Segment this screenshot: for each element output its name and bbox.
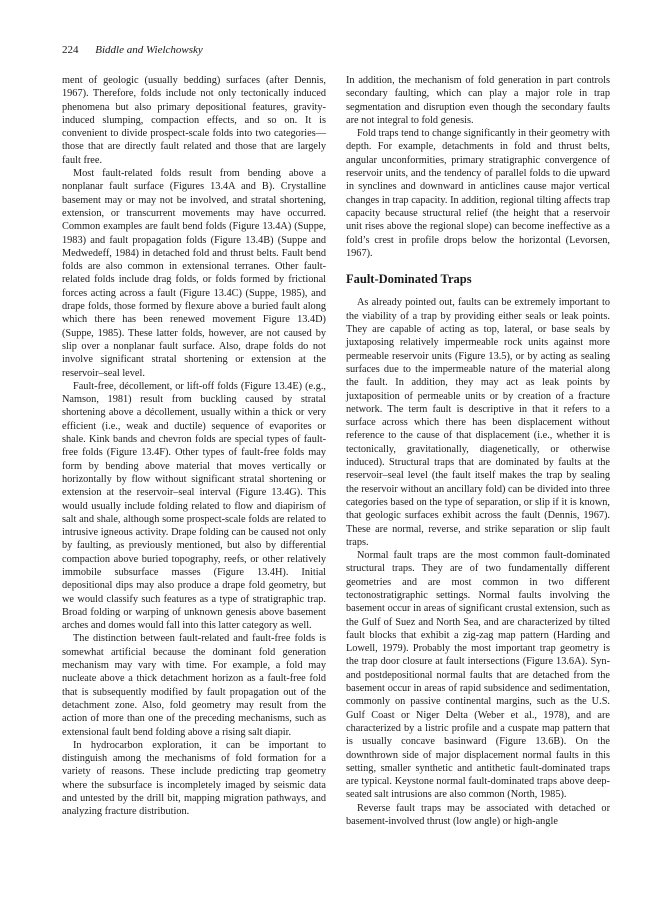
paragraph: Normal fault traps are the most common fault-dominated structural traps. They are of two fundamentally different geometries and are most common in two different tectonostratigraphic settings. Normal faults involving the basement occur in areas of significant crustal extension, such as the Gulf of Suez and North Sea, and are characterized by tilted fault blocks that exhibit a zig-zag map pattern (Harding and Lowell, 1979). Probably the most important trap geometry is the trap door closure at fault intersections (Figure 13.6A). Syn- and postdepositional normal faults that are detached from the basement occur in areas of rapid subsidence and sedimentation, commonly on passive continental margins, such as the U.S. Gulf Coast or Niger Delta (Weber et al., 1978), and are characterized by a listric profile and a cuspate map pattern that is usually concave basinward (Figure 13.6B). On the downthrown side of major displacement normal faults in this setting, smaller synthetic and antithetic fault-dominated traps are typical. Keystone normal fault-dominated traps above deep-seated salt intrusions are also common (North, 1985).	[346, 550, 610, 801]
section-heading: Fault-Dominated Traps	[346, 272, 472, 287]
paragraph: Reverse fault traps may be associated with detached or basement-involved thrust (low angle) or high-angle	[346, 802, 610, 828]
paragraph: Most fault-related folds result from bending above a nonplanar fault surface (Figures 13.4A and B). Crystalline basement may or may not be involved, and stratal shortening, extension, or transcurrent movements may have occurred. Common examples are fault bend folds (Figure 13.4A) (Suppe, 1983) and fault propagation folds (Figure 13.4B) (Suppe and Medwedeff, 1984) in detached fold and thrust belts. Fault bend folds are also common in extensional terranes. Other fault-related folds include drag folds, or folds formed by frictional forces acting across a fault (Figure 13.4C) (Suppe, 1985), and drape folds, those formed by flexure above a buried fault along which there has been renewed movement Figure 13.4D) (Suppe, 1985). These latter folds, however, are not caused by slip over a nonplanar fault surface. Also, drape folds do not involve significant stratal shortening or extension at the reservoir–seal level.	[62, 168, 326, 379]
paragraph: Fold traps tend to change significantly in their geometry with depth. For example, detachments in fold and thrust belts, angular unconformities, primary stratigraphic convergence of reservoir units, and the tendency of parallel folds to die upward in synclines and downward in anticlines cause major vertical changes in trap capacity. In addition, regional tilting affects trap capacity because structural relief (the height that a reservoir unit rises above the regional slope) can become ineffective as a fold’s crest in profile drops below the horizontal (Levorsen, 1967).	[346, 128, 610, 259]
paragraph: Fault-free, décollement, or lift-off folds (Figure 13.4E) (e.g., Namson, 1981) result from buckling caused by stratal shortening above a décollement, usually within a thick or very efficient (i.e., weak and ductile) sequence of evaporites or shale. Kink bands and chevron folds are special types of fault-free folds (Figure 13.4F). Other types of fault-free folds may form by bending above material that moves vertically or horizontally by flow without significant stratal shortening or extension at the reservoir–seal interval (Figure 13.4G). This would usually include folding related to flow and diapirism of salt and shale, although some prospect-scale folds are related to intrusive igneous activity. Drape folding can be caused not only by faulting, as previously mentioned, but also by differential compaction above buried topography, reefs, or other relatively immobile subsurface masses (Figure 13.4H). Initial depositional dips may also produce a drape fold geometry, but we would classify such features as a type of stratigraphic trap. Broad folding or warping of unknown genesis above basement arches and domes would fall into this latter category as well.	[62, 380, 326, 632]
paragraph: ment of geologic (usually bedding) surfaces (after Dennis, 1967). Therefore, folds include not only tectonically induced phenomena but also primary depositional features, gravity-induced slumping, compaction effects, and so on. It is convenient to divide prospect-scale folds into two categories—those that are directly fault related and those that are largely fault free.	[62, 75, 326, 166]
paragraph: As already pointed out, faults can be extremely important to the viability of a trap by providing either seals or leak points. They are capable of acting as top, lateral, or base seals by juxtaposing relatively impermeable rock units against more permeable reservoir units (Figure 13.5), or by acting as sealing surfaces due to the impermeable nature of the material along the fault. In addition, they may act as leak points by juxtaposition of permeable units or by creation of a fracture network. The term fault is descriptive in that it refers to a surface across which there has been displacement without reference to the cause of that displacement (i.e., whether it is tectonically, gravitationally, diagenetically, or otherwise induced). Structural traps that are dominated by faults at the reservoir–seal level (the fault itself makes the trap by sealing the reservoir without an ancillary fold) can be divided into three categories based on the type of separation, or slip if it is known, that geologic surfaces exhibit across the fault (Dennis, 1967). These are normal, reverse, and strike separation or slip fault traps.	[346, 297, 610, 548]
running-title: Biddle and Wielchowsky	[95, 44, 203, 56]
paragraph: In hydrocarbon exploration, it can be important to distinguish among the mechanisms of fold formation for a variety of reasons. These include predicting trap geometry where the subsurface is incompletely imaged by seismic data and untested by the drill bit, mapping migration pathways, and analyzing fracture distribution.	[62, 739, 326, 818]
running-header	[62, 44, 602, 56]
left-column	[62, 74, 326, 819]
page-number: 224	[62, 44, 79, 56]
paragraph: The distinction between fault-related and fault-free folds is somewhat artificial because the dominant fold generation mechanism may vary with time. For example, a fold may nucleate above a thick detachment horizon as a fault-free fold that is subsequently modified by fault propagation out of the detachment zone. Also, fold geometry may result from the action of more than one of the preceding mechanisms, such as extensional fault bend folding above a rising salt diapir.	[62, 633, 326, 738]
right-column	[346, 74, 610, 828]
paragraph: In addition, the mechanism of fold generation in part controls secondary faulting, which can play a major role in trap segmentation and disruption even though the secondary faults are not integral to fold genesis.	[346, 75, 610, 126]
